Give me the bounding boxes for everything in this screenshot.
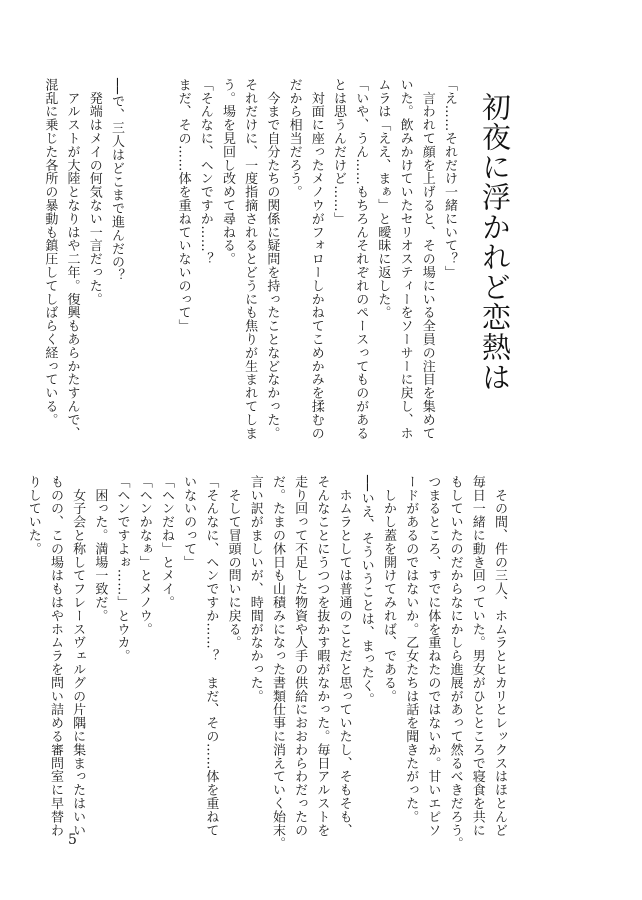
text-line: 言われて顔を上げると、その場にいる全員の注目を集めて: [419, 78, 435, 440]
text-line: 「え……それだけ一緒にいて？」: [442, 78, 457, 279]
text-line: 言い訳がましいが、時間がなかった。: [247, 475, 263, 703]
page-number: 5: [68, 832, 77, 848]
text-line: 「いや、うん……もちろんそれぞれのペースってものがある: [353, 78, 369, 440]
text-line: [127, 78, 149, 450]
text-line: 毎日一緒に動き回っていた。男女がひとところで寝食を共に: [469, 475, 485, 837]
text-line: ホムラとしては普通のことだと思っていたし、そもそも、: [336, 475, 352, 837]
text-line: 「ヘンですよぉ……」とウカ。: [114, 475, 130, 663]
text-line: いた。飲みかけていたセリオスティーをソーサーに戻し、ホ: [397, 78, 413, 440]
text-line: まだ、その……体を重ねていないのって」: [175, 78, 191, 333]
text-line: 走り回って不足した物資や人手の供給におおわらわだったの: [292, 475, 308, 837]
text-line: 女子会と称してフレースヴェルグの片隅に集まったはいい: [70, 475, 86, 837]
text-line: 発端はメイの何気ない一言だった。: [86, 78, 102, 306]
text-line: [149, 78, 171, 450]
text-line: 困った。満場一致だ。: [92, 475, 108, 623]
text-line: その間、件の三人、ホムラとヒカリとレックスはほとんど: [492, 475, 507, 837]
text-line: アルストが大陸となりはや二年。復興もあらかたすんで、: [64, 78, 80, 440]
text-line: う。場を見回し改めて尋ねる。: [219, 78, 235, 266]
text-line: それだけに、一度指摘されるとどうにも焦りが生まれてしま: [242, 78, 258, 440]
text-line: いないのって」: [181, 475, 197, 569]
text-line: だから相当だろう。: [286, 78, 302, 199]
text-line: りしていた。: [25, 475, 41, 556]
text-line: ものの、この場はもはやホムラを問い詰める審問室に早替わ: [47, 475, 63, 837]
text-line: ──いえ、そういうことは、まったく。: [358, 475, 374, 706]
text-line: 「そんなに、ヘンですか……？ まだ、その……体を重ねて: [203, 475, 219, 837]
text-line: とは思うんだけど……」: [330, 78, 346, 226]
text-line: つまるところ、すでに体を重ねたのではないか。甘いエピソ: [425, 475, 441, 837]
text-line: 対面に座ったメノウがフォローしかねてこめかみを揉むの: [308, 78, 324, 440]
text-line: そんなことにうつつを抜かす暇がなかった。毎日アルストを: [314, 475, 330, 837]
text-line: ードがあるのではないか。乙女たちは話を聞きたがった。: [403, 475, 419, 824]
text-line: しかし蓋を開けてみれば、である。: [380, 475, 396, 703]
text-line: 今まで自分たちの関係に疑問を持ったことなどなかった。: [264, 78, 280, 440]
upper-text-block: [42, 78, 460, 450]
chapter-title: 初夜に浮かれど恋熱は: [478, 92, 512, 392]
text-line: だ。たまの休日も山積みになった書類仕事に消えていく始末。: [269, 475, 285, 851]
text-line: そして冒頭の問いに戻る。: [225, 475, 241, 650]
text-line: ムラは「ええ、まぁ」と曖昧に返した。: [375, 78, 391, 320]
lower-text-block: [25, 475, 510, 851]
text-line: 混乱に乗じた各所の暴動も鎮圧してしばらく経っている。: [42, 78, 58, 427]
text-line: 「そんなに、ヘンですか……？: [197, 78, 213, 266]
text-line: 「ヘンだね」とメイ。: [158, 475, 174, 609]
text-line: ──で、三人はどこまで進んだの？: [108, 78, 124, 283]
text-line: 「ヘンかなぁ」とメノウ。: [136, 475, 152, 636]
text-line: もしていたのだからなにかしら進展があって然るべきだろう。: [447, 475, 463, 851]
